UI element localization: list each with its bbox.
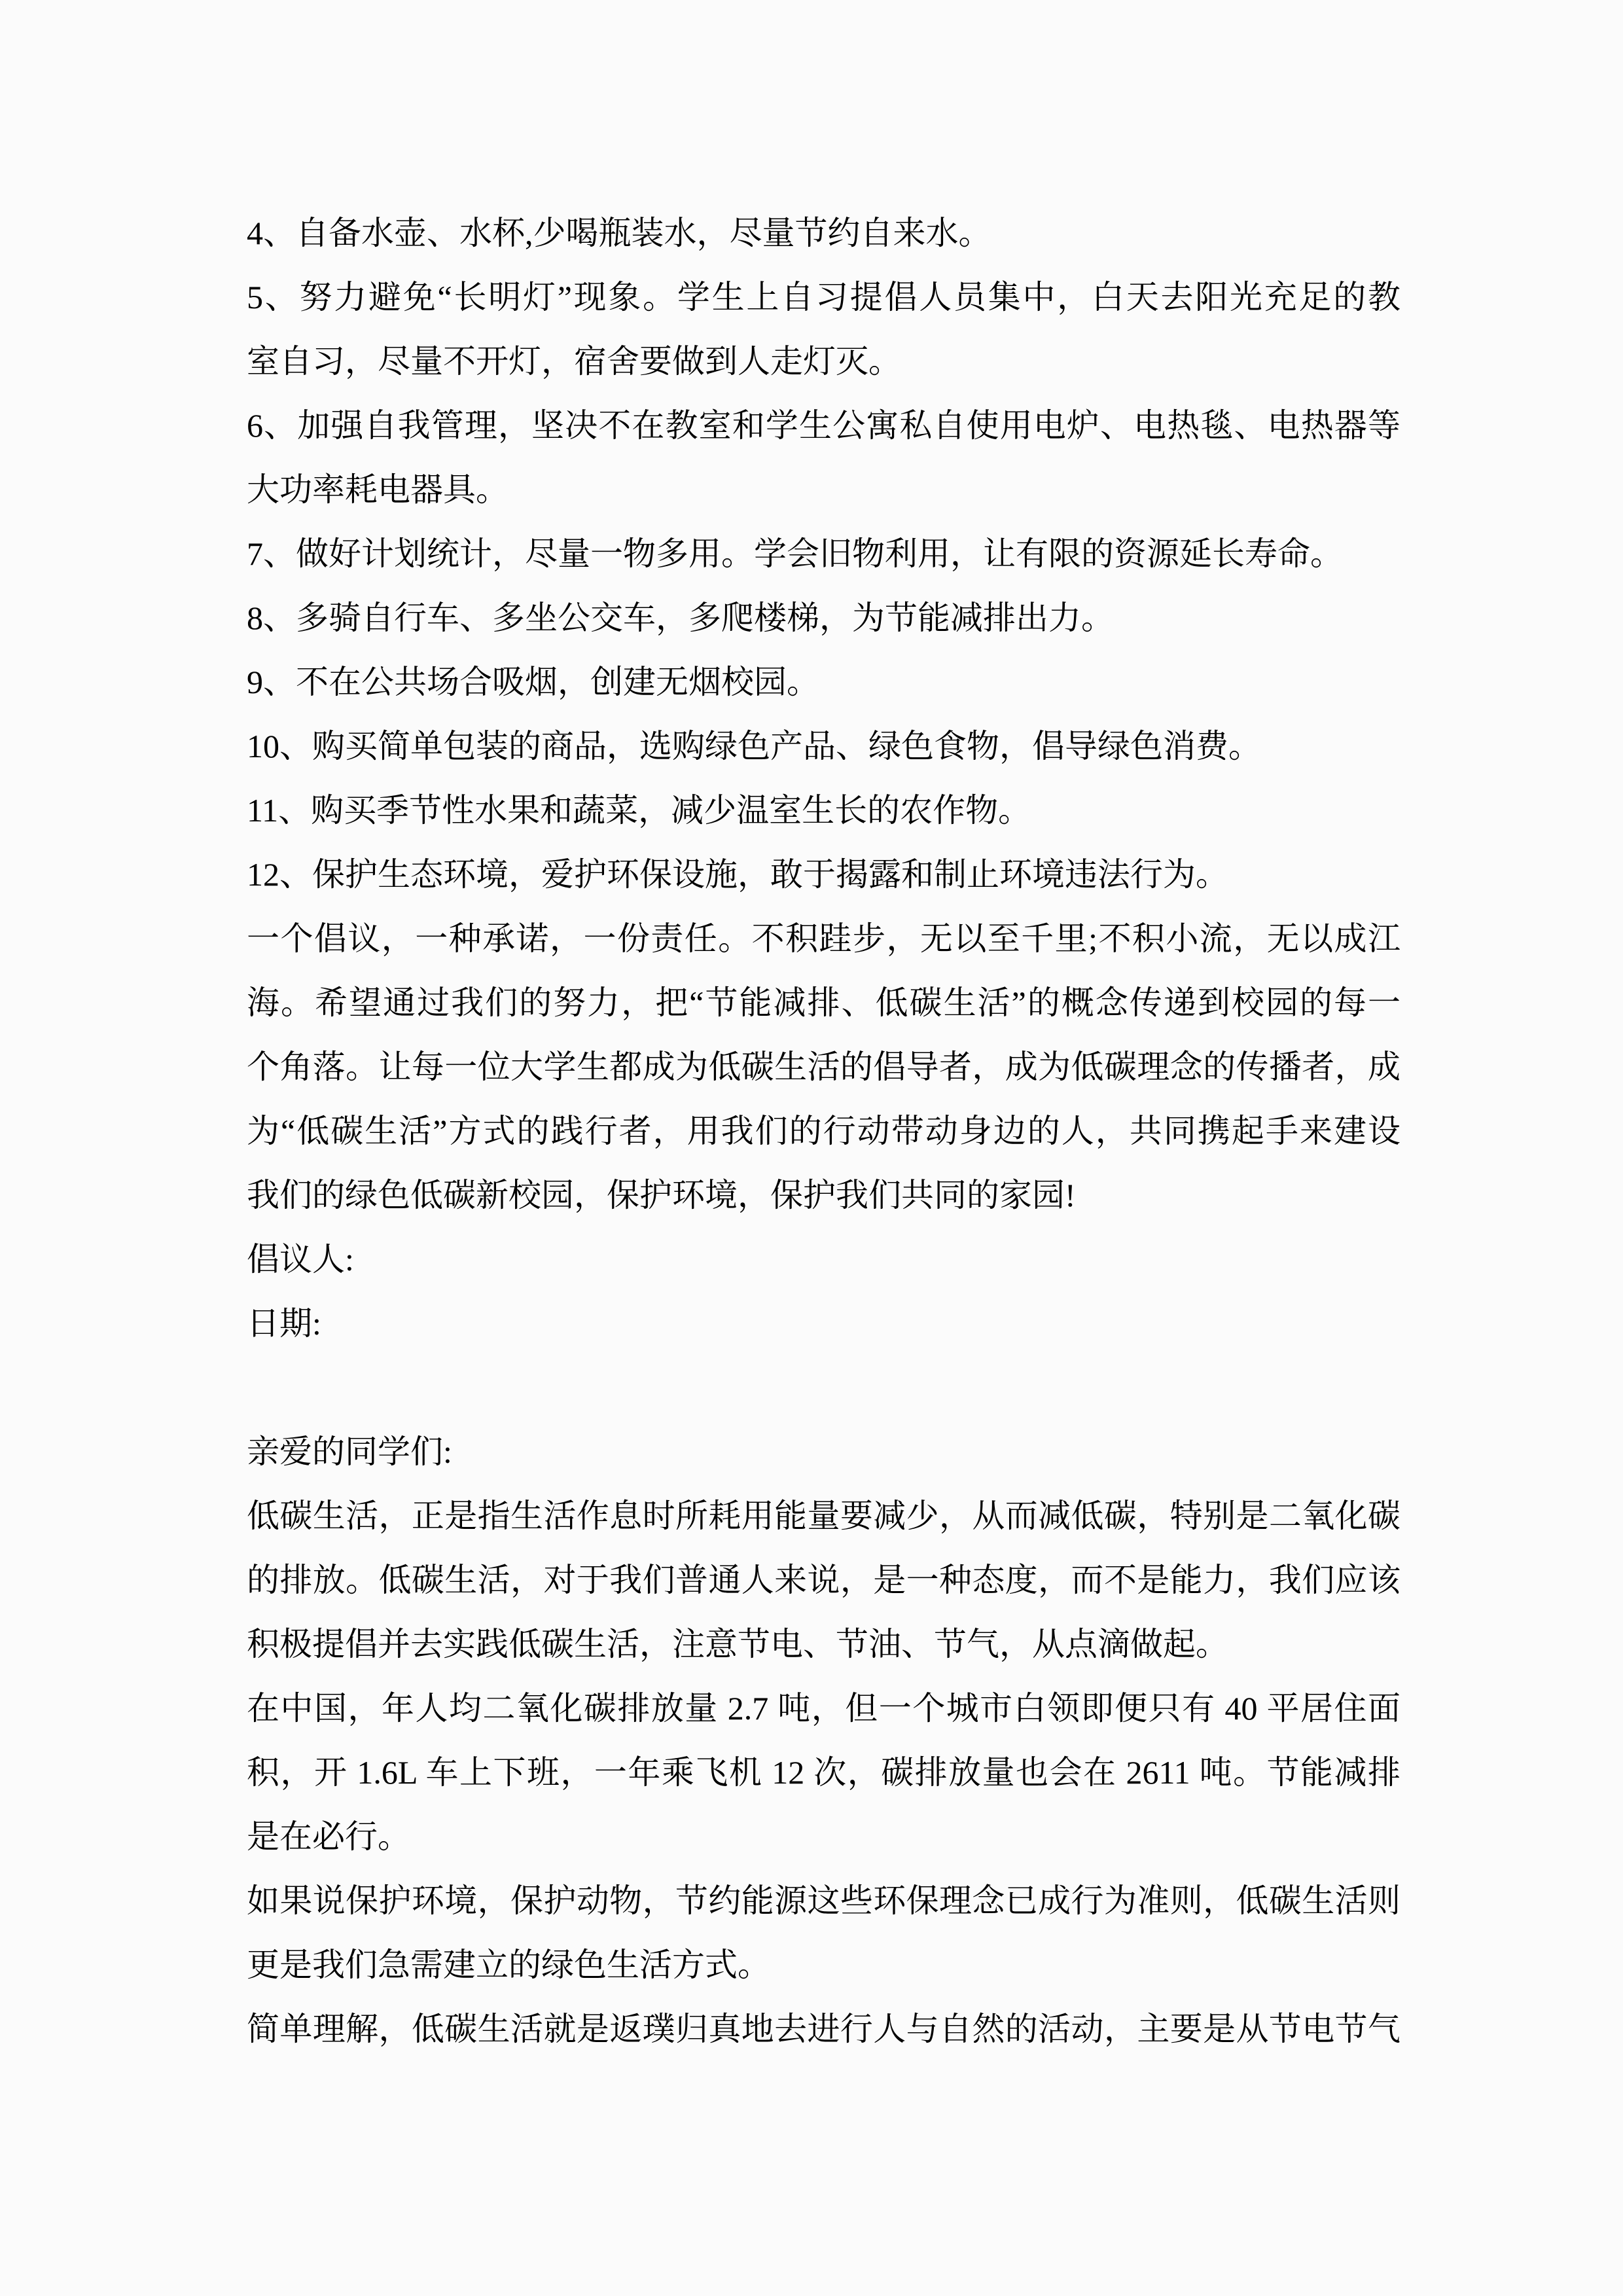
text-line: 如果说保护环境，保护动物，节约能源这些环保理念已成行为准则，低碳生活则	[247, 1882, 1400, 1919]
text-line: 10、购买简单包装的商品，选购绿色产品、绿色食物，倡导绿色消费。	[247, 728, 1261, 764]
text-line: 7、做好计划统计，尽量一物多用。学会旧物利用，让有限的资源延长寿命。	[247, 535, 1343, 572]
proposer-line: 倡议人:	[247, 1241, 354, 1278]
text-line: 简单理解，低碳生活就是返璞归真地去进行人与自然的活动，主要是从节电节气	[247, 2011, 1400, 2047]
text-line: 5、努力避免“长明灯”现象。学生上自习提倡人员集中，白天去阳光充足的教	[247, 279, 1400, 315]
text-line: 9、不在公共场合吸烟，创建无烟校园。	[247, 664, 819, 700]
text-line: 的排放。低碳生活，对于我们普通人来说，是一种态度，而不是能力，我们应该	[247, 1562, 1400, 1598]
text-line: 低碳生活，正是指生活作息时所耗用能量要减少，从而减低碳，特别是二氧化碳	[247, 1498, 1400, 1534]
text-line: 在中国，年人均二氧化碳排放量 2.7 吨，但一个城市白领即便只有 40 平居住面	[247, 1690, 1400, 1727]
text-line: 4、自备水壶、水杯,少喝瓶装水，尽量节约自来水。	[247, 215, 991, 251]
blank-line	[247, 1355, 1400, 1420]
text-line: 个角落。让每一位大学生都成为低碳生活的倡导者，成为低碳理念的传播者，成	[247, 1049, 1400, 1085]
text-line: 大功率耗电器具。	[247, 471, 508, 508]
document-text-block	[247, 201, 1400, 2061]
text-line: 海。希望通过我们的努力，把“节能减排、低碳生活”的概念传递到校园的每一	[247, 984, 1400, 1021]
text-line: 11、购买季节性水果和蔬菜，减少温室生长的农作物。	[247, 792, 1031, 829]
salutation-line: 亲爱的同学们:	[247, 1433, 452, 1470]
text-line: 一个倡议，一种承诺，一份责任。不积跬步，无以至千里;不积小流，无以成江	[247, 920, 1400, 957]
text-line: 室自习，尽量不开灯，宿舍要做到人走灯灭。	[247, 343, 901, 380]
text-line: 是在必行。	[247, 1818, 410, 1855]
text-line: 积，开 1.6L 车上下班，一年乘飞机 12 次，碳排放量也会在 2611 吨。节能减排	[247, 1754, 1400, 1791]
text-line: 8、多骑自行车、多坐公交车，多爬楼梯，为节能减排出力。	[247, 600, 1114, 636]
text-line: 积极提倡并去实践低碳生活，注意节电、节油、节气，从点滴做起。	[247, 1626, 1228, 1662]
text-line: 12、保护生态环境，爱护环保设施，敢于揭露和制止环境违法行为。	[247, 856, 1228, 893]
date-line: 日期:	[247, 1305, 321, 1342]
text-line: 为“低碳生活”方式的践行者，用我们的行动带动身边的人，共同携起手来建设	[247, 1113, 1400, 1149]
text-line: 我们的绿色低碳新校园，保护环境，保护我们共同的家园!	[247, 1177, 1076, 1213]
text-line: 更是我们急需建立的绿色生活方式。	[247, 1946, 770, 1983]
text-line: 6、加强自我管理，坚决不在教室和学生公寓私自使用电炉、电热毯、电热器等	[247, 407, 1400, 444]
